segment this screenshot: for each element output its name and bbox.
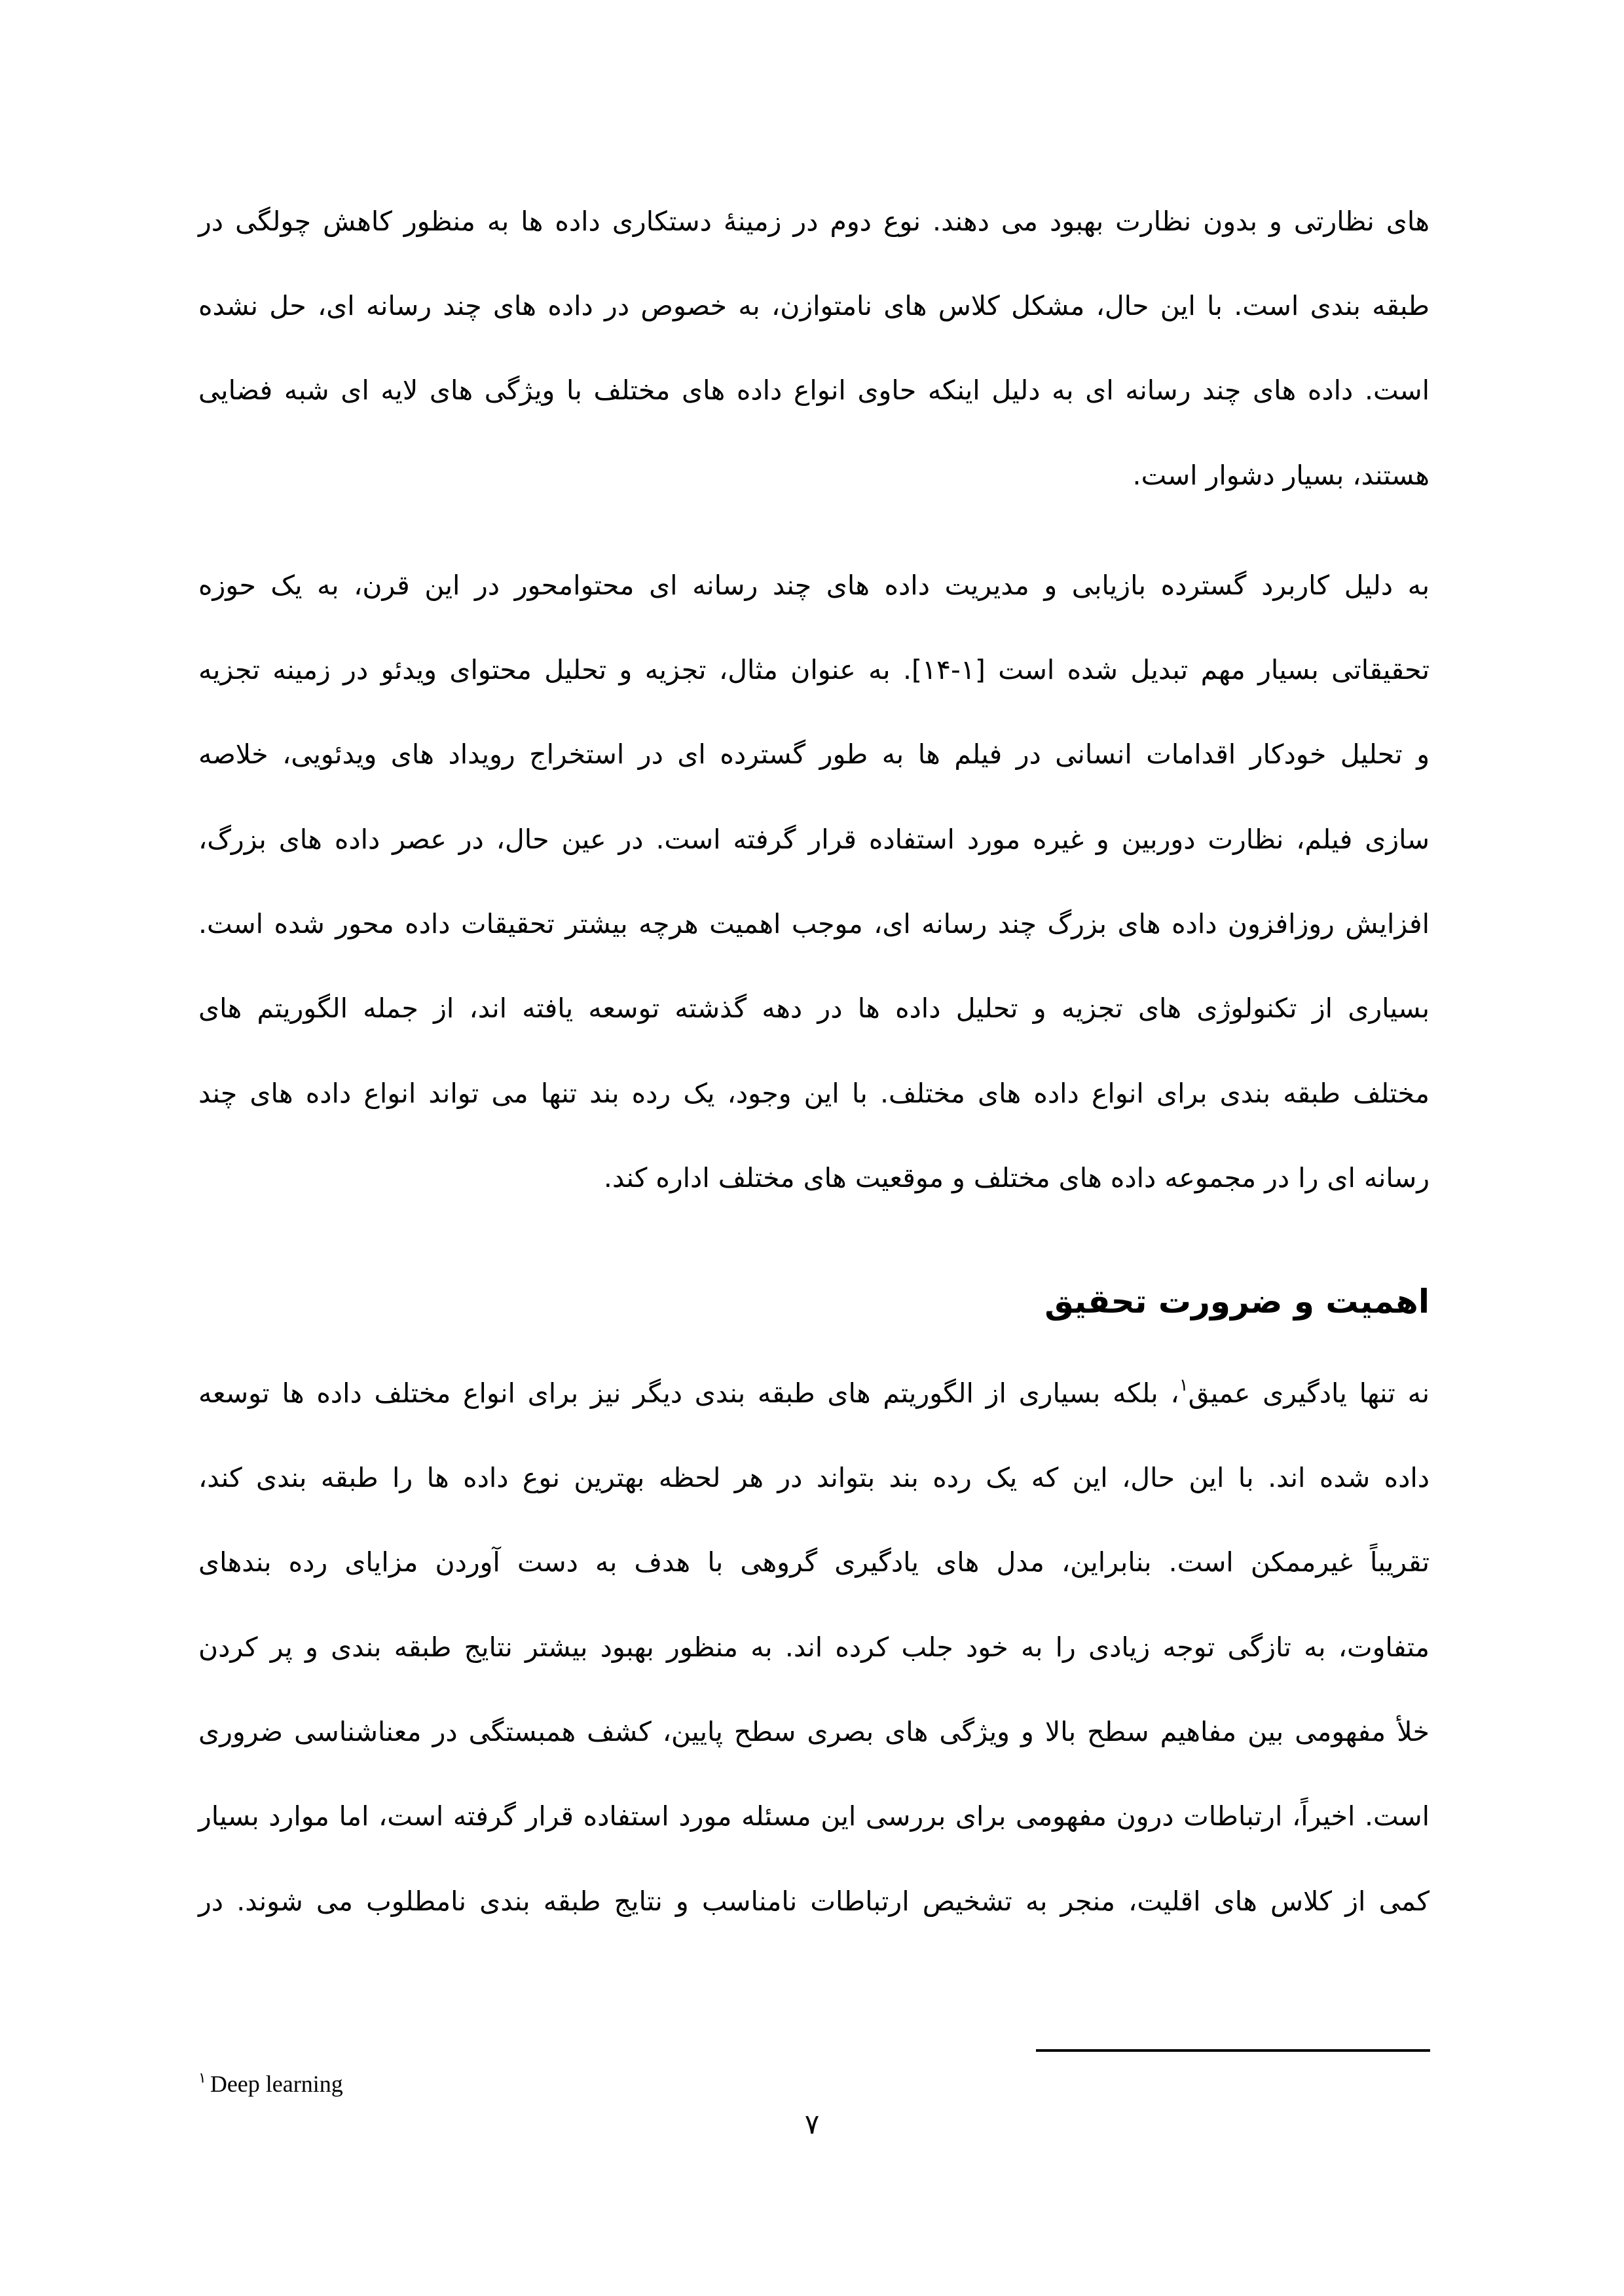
paragraph-line: مختلف طبقه بندی برای انواع داده های مختلف. با این وجود، یک رده بند تنها می تواند انواع داده های چند — [198, 1078, 1430, 1109]
paragraph-line: متفاوت، به تازگی توجه زیادی را به خود جلب کرده اند. به منظور بهبود بیشتر نتایج طبقه بندی و پر کردن — [198, 1631, 1430, 1663]
paragraph-line: سازی فیلم، نظارت دوربین و غیره مورد استفاده قرار گرفته است. در عین حال، در عصر داده های بزرگ، — [198, 824, 1430, 855]
footnote-text: Deep learning — [210, 2071, 343, 2097]
paragraph-line: تحقیقاتی بسیار مهم تبدیل شده است [۱-۱۴]. به عنوان مثال، تجزیه و تحلیل محتوای ویدئو در زمینه تجزیه — [198, 654, 1430, 685]
paragraph-line: به دلیل کاربرد گسترده بازیابی و مدیریت داده های چند رسانه ای محتوامحور در این قرن، به یک حوزه — [198, 570, 1430, 601]
footnote-reference[interactable]: ۱ — [1179, 1376, 1189, 1395]
paragraph-text: ، بلکه بسیاری از الگوریتم های طبقه بندی دیگر نیز برای انواع مختلف داده ها توسعه — [198, 1377, 1179, 1409]
paragraph-line: افزایش روزافزون داده های بزرگ چند رسانه ای، موجب اهمیت هرچه بیشتر تحقیقات داده محور شده است. — [198, 908, 1430, 939]
paragraph-line: تقریباً غیرممکن است. بنابراین، مدل های یادگیری گروهی با هدف به دست آوردن مزایای رده بندهای — [198, 1546, 1430, 1578]
paragraph-line: است. اخیراً، ارتباطات درون مفهومی برای بررسی این مسئله مورد استفاده قرار گرفته است، اما موارد بسیار — [198, 1800, 1430, 1832]
paragraph-line — [198, 1372, 1430, 1414]
paragraph-line: های نظارتی و بدون نظارت بهبود می دهند. نوع دوم در زمینۀ دستکاری داده ها به منظور کاهش چولگی در — [198, 206, 1430, 237]
paragraph-line: خلأ مفهومی بین مفاهیم سطح بالا و ویژگی های بصری سطح پایین، کشف همبستگی در معناشناسی ضروری — [198, 1716, 1430, 1747]
paragraph-line: و تحلیل خودکار اقدامات انسانی در فیلم ها به طور گسترده ای در استخراج رویداد های ویدئویی، خلاصه — [198, 738, 1430, 770]
footnote-mark: ۱ — [198, 2069, 206, 2086]
paragraph-text: نه تنها یادگیری عمیق — [1188, 1377, 1430, 1409]
paragraph-line: کمی از کلاس های اقلیت، منجر به تشخیص ارتباطات نامناسب و نتایج طبقه بندی نامطلوب می شوند. در — [198, 1886, 1430, 1917]
section-heading: اهمیت و ضرورت تحقیق — [1044, 1283, 1430, 1321]
paragraph-line: داده شده اند. با این حال، این که یک رده بند بتواند در هر لحظه بهترین نوع داده ها را طبقه بندی کند، — [198, 1462, 1430, 1493]
paragraph-line: طبقه بندی است. با این حال، مشکل کلاس های نامتوازن، به خصوص در داده های چند رسانه ای، حل نشده — [198, 290, 1430, 321]
paragraph-line: هستند، بسیار دشوار است. — [1132, 460, 1430, 491]
page-number: ۷ — [804, 2108, 820, 2140]
paragraph-line: است. داده های چند رسانه ای به دلیل اینکه حاوی انواع داده های مختلف با ویژگی های لایه ای شبه فضایی — [198, 374, 1430, 406]
footnote-separator — [1036, 2049, 1430, 2052]
paragraph-line: بسیاری از تکنولوژی های تجزیه و تحلیل داده ها در دهه گذشته توسعه یافته اند، از جمله الگوریتم های — [198, 993, 1430, 1024]
paragraph-line: رسانه ای را در مجموعه داده های مختلف و موقعیت های مختلف اداره کند. — [603, 1162, 1430, 1194]
footnote — [198, 2064, 343, 2097]
